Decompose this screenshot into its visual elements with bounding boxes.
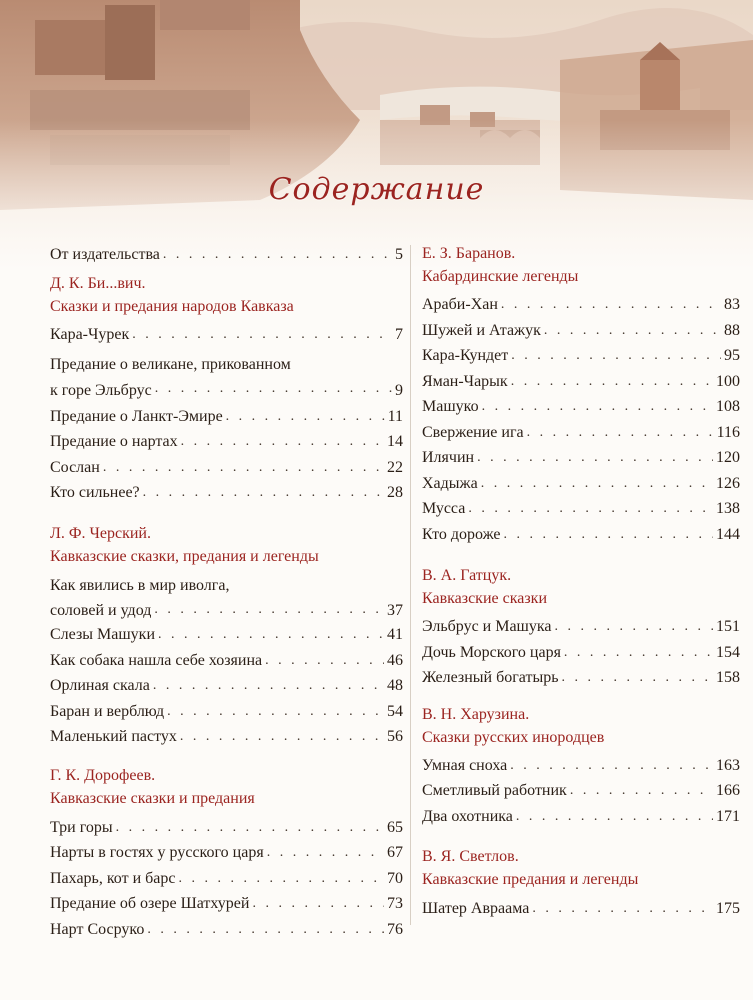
leader-dots (181, 429, 384, 455)
entry-title: Кара-Кундет (422, 347, 509, 364)
leader-dots (163, 242, 392, 268)
entry-page: 9 (395, 381, 403, 399)
toc-entry[interactable] (50, 429, 403, 455)
toc-entry[interactable] (50, 404, 403, 430)
section-title: Кавказские сказки и предания (50, 789, 255, 807)
toc-entry[interactable] (422, 896, 740, 922)
entry-page: 138 (716, 500, 740, 517)
entry-title: Пахарь, кот и барс (50, 869, 176, 887)
toc-right-column (422, 242, 740, 922)
section-title: Кавказские предания и легенды (422, 871, 639, 888)
entry-page: 158 (716, 669, 740, 686)
entry-page: 95 (724, 347, 740, 364)
entry-page: 83 (724, 296, 740, 313)
leader-dots (226, 404, 385, 430)
entry-title: Орлиная скала (50, 677, 150, 694)
entry-title: Мусса (422, 500, 466, 517)
leader-dots (564, 640, 713, 666)
entry-page: 120 (716, 449, 740, 466)
leader-dots (252, 891, 384, 917)
entry-title: Илячин (422, 449, 475, 466)
leader-dots (504, 522, 713, 548)
entry-page: 11 (387, 407, 403, 425)
leader-dots (179, 866, 385, 892)
entry-title-line1: Как явились в мир иволга, (50, 576, 230, 594)
section-author: В. Н. Харузина. (422, 705, 530, 723)
entry-page: 5 (395, 246, 403, 263)
toc-entry[interactable] (50, 724, 403, 750)
entry-title: Предание о нартах (50, 433, 178, 450)
leader-dots (154, 597, 384, 623)
entry-page: 73 (387, 895, 403, 912)
entry-title: Нарты в гостях у русского царя (50, 844, 264, 861)
entry-title: Предание об озере Шатхурей (50, 895, 250, 912)
leader-dots (468, 496, 713, 522)
entry-title: Сметливый работник (422, 782, 567, 799)
entry-title: Шужей и Атажук (422, 321, 541, 339)
toc-entry[interactable] (50, 354, 403, 402)
leader-dots (477, 445, 713, 471)
toc-entry[interactable] (50, 917, 403, 943)
leader-dots (544, 318, 721, 344)
entry-title: Сослан (50, 458, 100, 476)
leader-dots (562, 665, 713, 691)
toc-left-column (50, 242, 403, 942)
header-illustration (0, 0, 753, 270)
leader-dots (143, 480, 384, 506)
section-title: Кавказские сказки (422, 590, 547, 607)
leader-dots (265, 648, 384, 674)
leader-dots (482, 394, 713, 420)
entry-page: 154 (716, 643, 740, 661)
toc-entry[interactable] (50, 815, 403, 841)
toc-entry[interactable] (422, 420, 740, 446)
entry-title: Хадыжа (422, 474, 478, 492)
entry-title: Как собака нашла себе хозяина (50, 651, 263, 669)
toc-entry[interactable] (50, 699, 403, 725)
entry-title: Дочь Морского царя (422, 643, 561, 661)
toc-entry[interactable] (50, 322, 403, 348)
entry-title: Два охотника (422, 807, 513, 825)
toc-entry[interactable] (422, 665, 740, 691)
entry-page: 7 (395, 325, 403, 343)
toc-entry[interactable] (50, 866, 403, 892)
toc-entry[interactable] (50, 648, 403, 674)
section-author: В. А. Гатцук. (422, 567, 512, 584)
caucasus-landscape-image (0, 0, 753, 270)
entry-title: Предание о Ланкт-Эмире (50, 407, 223, 425)
toc-entry[interactable] (422, 471, 740, 497)
leader-dots (570, 778, 713, 804)
toc-entry[interactable] (422, 614, 740, 640)
leader-dots (153, 673, 384, 699)
entry-page: 166 (716, 782, 740, 799)
entry-page: 67 (387, 844, 403, 861)
page-title: Содержание (268, 172, 485, 207)
entry-title: к горе Эльбрус (50, 381, 152, 399)
entry-page: 151 (716, 618, 740, 635)
toc-entry[interactable] (422, 394, 740, 420)
entry-title: Шатер Авраама (422, 900, 530, 917)
leader-dots (532, 896, 713, 922)
entry-page: 144 (716, 525, 740, 543)
entry-title: Яман-Чарык (422, 372, 508, 390)
leader-dots (267, 840, 384, 866)
entry-title-line1: Предание о великане, прикованном (50, 356, 291, 373)
section-title: Сказки и предания народов Кавказа (50, 297, 294, 315)
leader-dots (167, 699, 384, 725)
leader-dots (501, 292, 721, 318)
entry-page: 65 (387, 818, 403, 836)
entry-title: соловей и удод (50, 602, 152, 619)
toc-entry[interactable] (50, 575, 403, 623)
leader-dots (481, 471, 713, 497)
leader-dots (132, 322, 392, 348)
entry-title: Кто дороже (422, 525, 501, 543)
toc-entry[interactable] (422, 292, 740, 318)
entry-title: Нарт Сосруко (50, 920, 145, 938)
entry-title: Железный богатырь (422, 669, 559, 686)
toc-entry[interactable] (50, 840, 403, 866)
entry-page: 116 (716, 423, 740, 441)
entry-page: 126 (716, 474, 740, 492)
leader-dots (155, 376, 392, 402)
entry-page: 22 (387, 458, 403, 476)
toc-entry[interactable] (422, 369, 740, 395)
entry-page: 14 (387, 433, 403, 450)
section-author: Г. К. Дорофеев. (50, 766, 156, 784)
section-author: Е. З. Баранов. (422, 245, 516, 262)
entry-page: 37 (387, 602, 403, 619)
entry-page: 171 (716, 807, 740, 825)
section-author: Л. Ф. Черский. (50, 524, 151, 542)
entry-page: 54 (387, 702, 403, 720)
toc-entry[interactable] (422, 640, 740, 666)
entry-page: 70 (387, 869, 403, 887)
entry-page: 41 (387, 626, 403, 643)
leader-dots (103, 455, 384, 481)
toc-entry[interactable] (50, 242, 403, 268)
entry-page: 28 (387, 484, 403, 501)
toc-entry[interactable] (422, 778, 740, 804)
toc-entry[interactable] (50, 673, 403, 699)
leader-dots (510, 753, 713, 779)
section-title: Кавказские сказки, предания и легенды (50, 547, 319, 565)
toc-entry[interactable] (50, 455, 403, 481)
entry-page: 88 (724, 321, 740, 339)
leader-dots (527, 420, 714, 446)
entry-title: Слезы Машуки (50, 626, 156, 643)
entry-page: 46 (387, 651, 403, 669)
entry-title: Кто сильнее? (50, 484, 140, 501)
column-divider (410, 245, 411, 925)
entry-page: 108 (716, 398, 740, 415)
entry-page: 48 (387, 677, 403, 694)
entry-title: Маленький пастух (50, 728, 177, 745)
entry-title: Свержение ига (422, 423, 524, 441)
entry-title: Кара-Чурек (50, 325, 130, 343)
entry-page: 175 (716, 900, 740, 917)
section-title: Сказки русских инородцев (422, 728, 605, 746)
entry-page: 163 (716, 756, 740, 774)
toc-entry[interactable] (422, 522, 740, 548)
entry-title: От издательства (50, 246, 160, 263)
toc-entry[interactable] (50, 891, 403, 917)
leader-dots (180, 724, 384, 750)
toc-entry[interactable] (50, 480, 403, 506)
toc-entry[interactable] (50, 622, 403, 648)
toc-entry[interactable] (422, 343, 740, 369)
entry-title: Три горы (50, 818, 113, 836)
section-title: Кабардинские легенды (422, 268, 579, 285)
leader-dots (147, 917, 384, 943)
entry-title: Баран и верблюд (50, 702, 165, 720)
entry-page: 76 (387, 920, 403, 938)
toc-entry[interactable] (422, 445, 740, 471)
entry-page: 56 (387, 728, 403, 745)
entry-title: Умная сноха (422, 756, 508, 774)
leader-dots (158, 622, 384, 648)
toc-entry[interactable] (422, 496, 740, 522)
section-author: Д. К. Би...вич. (50, 274, 146, 292)
toc-entry[interactable] (422, 753, 740, 779)
entry-page: 100 (716, 372, 740, 390)
toc-entry[interactable] (422, 804, 740, 830)
leader-dots (555, 614, 713, 640)
leader-dots (511, 369, 713, 395)
entry-title: Машуко (422, 398, 479, 415)
leader-dots (516, 804, 713, 830)
leader-dots (116, 815, 384, 841)
leader-dots (511, 343, 721, 369)
entry-title: Эльбрус и Машука (422, 618, 552, 635)
section-author: В. Я. Светлов. (422, 848, 519, 865)
entry-title: Араби-Хан (422, 296, 498, 313)
toc-entry[interactable] (422, 318, 740, 344)
